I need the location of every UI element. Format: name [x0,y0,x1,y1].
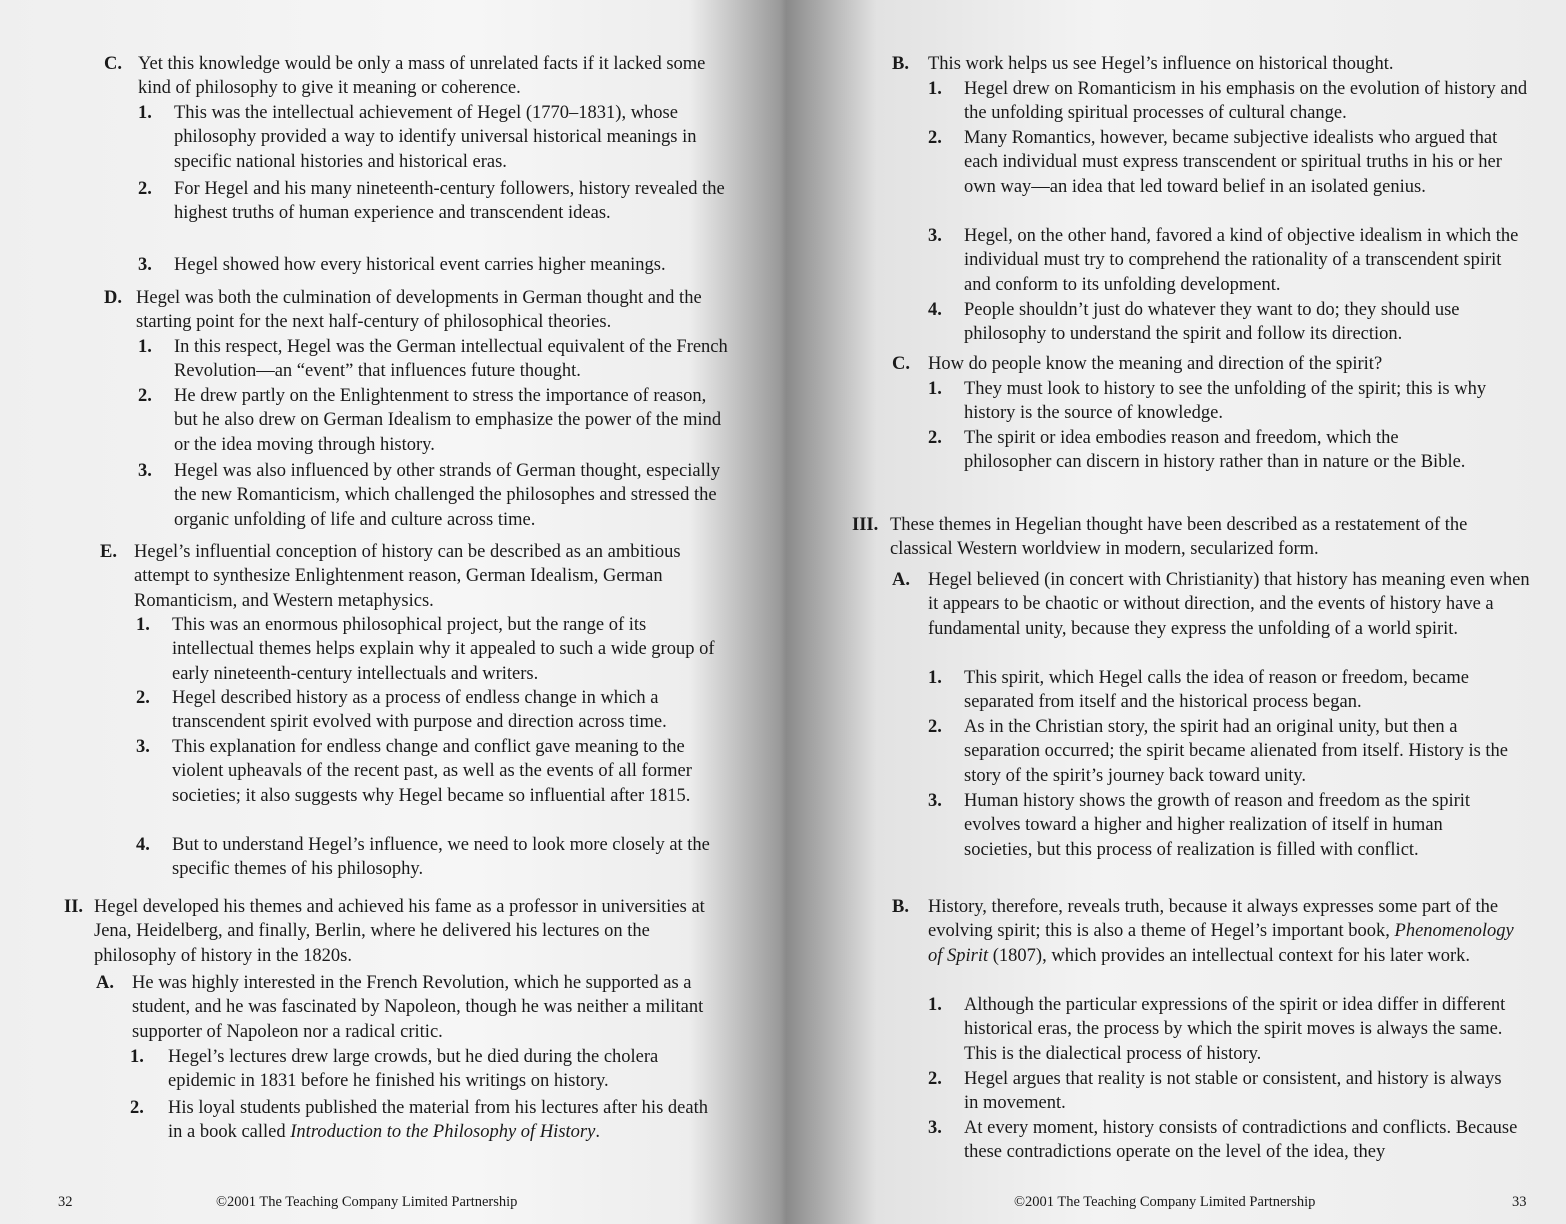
outline-item-right-1 [892,52,1532,76]
outline-text: These themes in Hegelian thought have been described as a restatement of the classical Western worldview in modern, secularized form. [890,515,1468,560]
outline-text: Hegel’s influential conception of history can be described as an ambitious attempt to synthesize Enlightenment reason, German Idealism, German Romanticism, and Western metaphysics. [134,542,681,611]
outline-marker: 1. [138,103,152,123]
outline-item-left-7 [138,384,734,457]
outline-marker: 2. [136,688,150,708]
outline-text [130,1096,726,1145]
outline-marker: 1. [928,995,942,1015]
outline-item-right-2 [928,77,1532,126]
outline-marker: 4. [136,835,150,855]
outline-text: Hegel, on the other hand, favored a kind of objective idealism in which the individual must try to comprehend the rationality of a transcendent spirit and conform to its unfolding development. [964,226,1519,295]
outline-item-right-5 [928,298,1532,347]
outline-marker: 1. [130,1047,144,1067]
outline-item-right-14 [892,895,1532,968]
outline-text-run: His loyal students published the material from his lectures after his death in a book called [168,1098,708,1143]
outline-marker: II. [64,897,84,917]
outline-item-left-10 [136,613,722,686]
outline-text: Hegel believed (in concert with Christianity) that history has meaning even when it appears to be chaotic or without direction, and the events of history have a fundamental unity, because they express the unfolding of a world spirit. [928,570,1530,639]
outline-item-right-11 [928,666,1518,715]
book-title: Introduction to the Philosophy of History [290,1122,596,1143]
outline-text: Many Romantics, however, became subjective idealists who argued that each individual must express transcendent or spiritual truths in his or her own way—an idea that led toward belief in an isolated genius. [964,128,1502,197]
outline-item-left-3 [138,177,730,226]
outline-text: Hegel showed how every historical event carries higher meanings. [174,255,666,275]
outline-marker: B. [892,897,909,917]
outline-marker: 1. [928,79,942,99]
outline-text: Hegel was both the culmination of developments in German thought and the starting point for the next half-century of philosophical theories. [136,288,702,333]
outline-marker: 1. [136,615,150,635]
outline-text: Although the particular expressions of the spirit or idea differ in different historical eras, the process by which the spirit moves is always the same. This is the dialectical process of history. [964,995,1506,1064]
outline-text: The spirit or idea embodies reason and freedom, which the philosopher can discern in history rather than in nature or the Bible. [964,428,1466,473]
outline-text: This explanation for endless change and conflict gave meaning to the violent upheavals of the recent past, as well as the events of all former societies; it also suggests why Hegel became so influential after 1815. [172,737,692,806]
outline-item-right-15 [928,993,1518,1066]
outline-marker: III. [852,515,879,535]
outline-marker: 2. [928,1069,942,1089]
outline-text: Human history shows the growth of reason and freedom as the spirit evolves toward a higher and higher realization of itself in human societies, but this process of realization is filled with conflict. [964,791,1471,860]
copyright-footer: ©2001 The Teaching Company Limited Partnership [1014,1194,1316,1210]
outline-item-left-9 [100,540,720,613]
outline-item-left-4 [138,253,730,277]
outline-item-left-17 [130,1096,726,1145]
outline-item-left-2 [138,101,730,174]
outline-marker: C. [104,54,122,74]
outline-text [892,895,1532,968]
outline-text: Hegel described history as a process of endless change in which a transcendent spirit evolved with purpose and direction across time. [172,688,667,733]
outline-text: This work helps us see Hegel’s influence on historical thought. [928,54,1394,74]
outline-marker: 3. [136,737,150,757]
outline-text: He was highly interested in the French Revolution, which he supported as a student, and he was fascinated by Napoleon, though he was neither a militant supporter of Napoleon nor a radical critic. [132,973,704,1042]
outline-item-left-5 [104,286,740,335]
outline-marker: 1. [928,668,942,688]
outline-marker: E. [100,542,117,562]
outline-text: This spirit, which Hegel calls the idea of reason or freedom, became separated from itself and the historical process began. [964,668,1469,713]
outline-item-left-12 [136,735,726,808]
outline-text-run: . [595,1122,600,1143]
outline-text: In this respect, Hegel was the German intellectual equivalent of the French Revolution—an “event” that influences future thought. [174,337,728,382]
outline-text: He drew partly on the Enlightenment to stress the importance of reason, but he also drew on German Idealism to emphasize the power of the mind or the idea moving through history. [174,386,722,455]
outline-marker: C. [892,354,910,374]
outline-item-left-8 [138,459,734,532]
outline-item-right-6 [892,352,1532,376]
outline-marker: 1. [928,379,942,399]
outline-marker: A. [96,973,114,993]
outline-text: Hegel’s lectures drew large crowds, but he died during the cholera epidemic in 1831 before he finished his writings on history. [168,1047,659,1092]
outline-item-left-1 [104,52,730,101]
outline-item-right-3 [928,126,1532,199]
left-page [0,0,760,1224]
outline-marker: 3. [928,1118,942,1138]
outline-text: Hegel drew on Romanticism in his emphasis on the evolution of history and the unfolding spiritual processes of cultural change. [964,79,1528,124]
outline-marker: 3. [138,461,152,481]
outline-text: How do people know the meaning and direction of the spirit? [928,354,1383,374]
outline-marker: 4. [928,300,942,320]
outline-marker: 1. [138,337,152,357]
outline-item-left-16 [130,1045,726,1094]
outline-item-right-4 [928,224,1532,297]
outline-item-left-15 [96,971,728,1044]
outline-marker: 3. [928,791,942,811]
page-number: 32 [58,1194,73,1210]
outline-item-left-14 [64,895,724,968]
outline-text: This was an enormous philosophical project, but the range of its intellectual themes helps explain why it appealed to such a wide group of early nineteenth-century intellectuals and writers. [172,615,715,684]
outline-text: Hegel developed his themes and achieved his fame as a professor in universities at Jena, Heidelberg, and finally, Berlin, where he delivered his lectures on the philosophy of history in the 1820s. [94,897,705,966]
outline-marker: 2. [130,1098,144,1118]
outline-marker: 2. [928,717,942,737]
outline-text: Hegel argues that reality is not stable or consistent, and history is always in movement. [964,1069,1502,1114]
outline-text: At every moment, history consists of contradictions and conflicts. Because these contradictions operate on the level of the idea, they [964,1118,1518,1163]
outline-marker: 2. [928,428,942,448]
outline-text: People shouldn’t just do whatever they want to do; they should use philosophy to understand the spirit and follow its direction. [964,300,1460,345]
outline-item-right-12 [928,715,1532,788]
outline-item-right-8 [928,426,1488,475]
outline-item-left-11 [136,686,732,735]
outline-item-right-17 [928,1116,1532,1165]
outline-item-right-13 [928,789,1508,862]
copyright-footer: ©2001 The Teaching Company Limited Partnership [216,1194,518,1210]
outline-item-left-6 [138,335,734,384]
outline-text: As in the Christian story, the spirit had an original unity, but then a separation occurred; the spirit became alienated from itself. History is the story of the spirit’s journey back toward unity. [964,717,1509,786]
outline-item-left-13 [136,833,728,882]
outline-item-right-10 [892,568,1532,641]
book-title: Phenomenology of Spirit [928,921,1514,966]
outline-marker: A. [892,570,910,590]
outline-item-right-7 [928,377,1532,426]
outline-marker: 2. [928,128,942,148]
right-page [800,0,1566,1224]
outline-marker: B. [892,54,909,74]
outline-marker: 3. [928,226,942,246]
outline-text: They must look to history to see the unfolding of the spirit; this is why history is the source of knowledge. [964,379,1487,424]
outline-marker: D. [104,288,122,308]
outline-text: This was the intellectual achievement of Hegel (1770–1831), whose philosophy provided a way to identify universal historical meanings in specific national histories and historical eras. [174,103,697,172]
outline-text: For Hegel and his many nineteenth-century followers, history revealed the highest truths of human experience and transcendent ideas. [174,179,725,224]
outline-text: Hegel was also influenced by other strands of German thought, especially the new Romanticism, which challenged the philosophes and stressed the organic unfolding of life and culture across time. [174,461,721,530]
outline-text: But to understand Hegel’s influence, we need to look more closely at the specific themes of his philosophy. [172,835,710,880]
outline-item-right-16 [928,1067,1518,1116]
outline-marker: 2. [138,386,152,406]
outline-text-run: History, therefore, reveals truth, because it always expresses some part of the evolving spirit; this is also a theme of Hegel’s important book, [928,897,1499,942]
outline-text-run: (1807), which provides an intellectual context for his later work. [988,945,1471,966]
outline-marker: 2. [138,179,152,199]
outline-marker: 3. [138,255,152,275]
page-number: 33 [1512,1194,1527,1210]
outline-item-right-9 [852,513,1532,562]
outline-text: Yet this knowledge would be only a mass of unrelated facts if it lacked some kind of philosophy to give it meaning or coherence. [138,54,706,99]
